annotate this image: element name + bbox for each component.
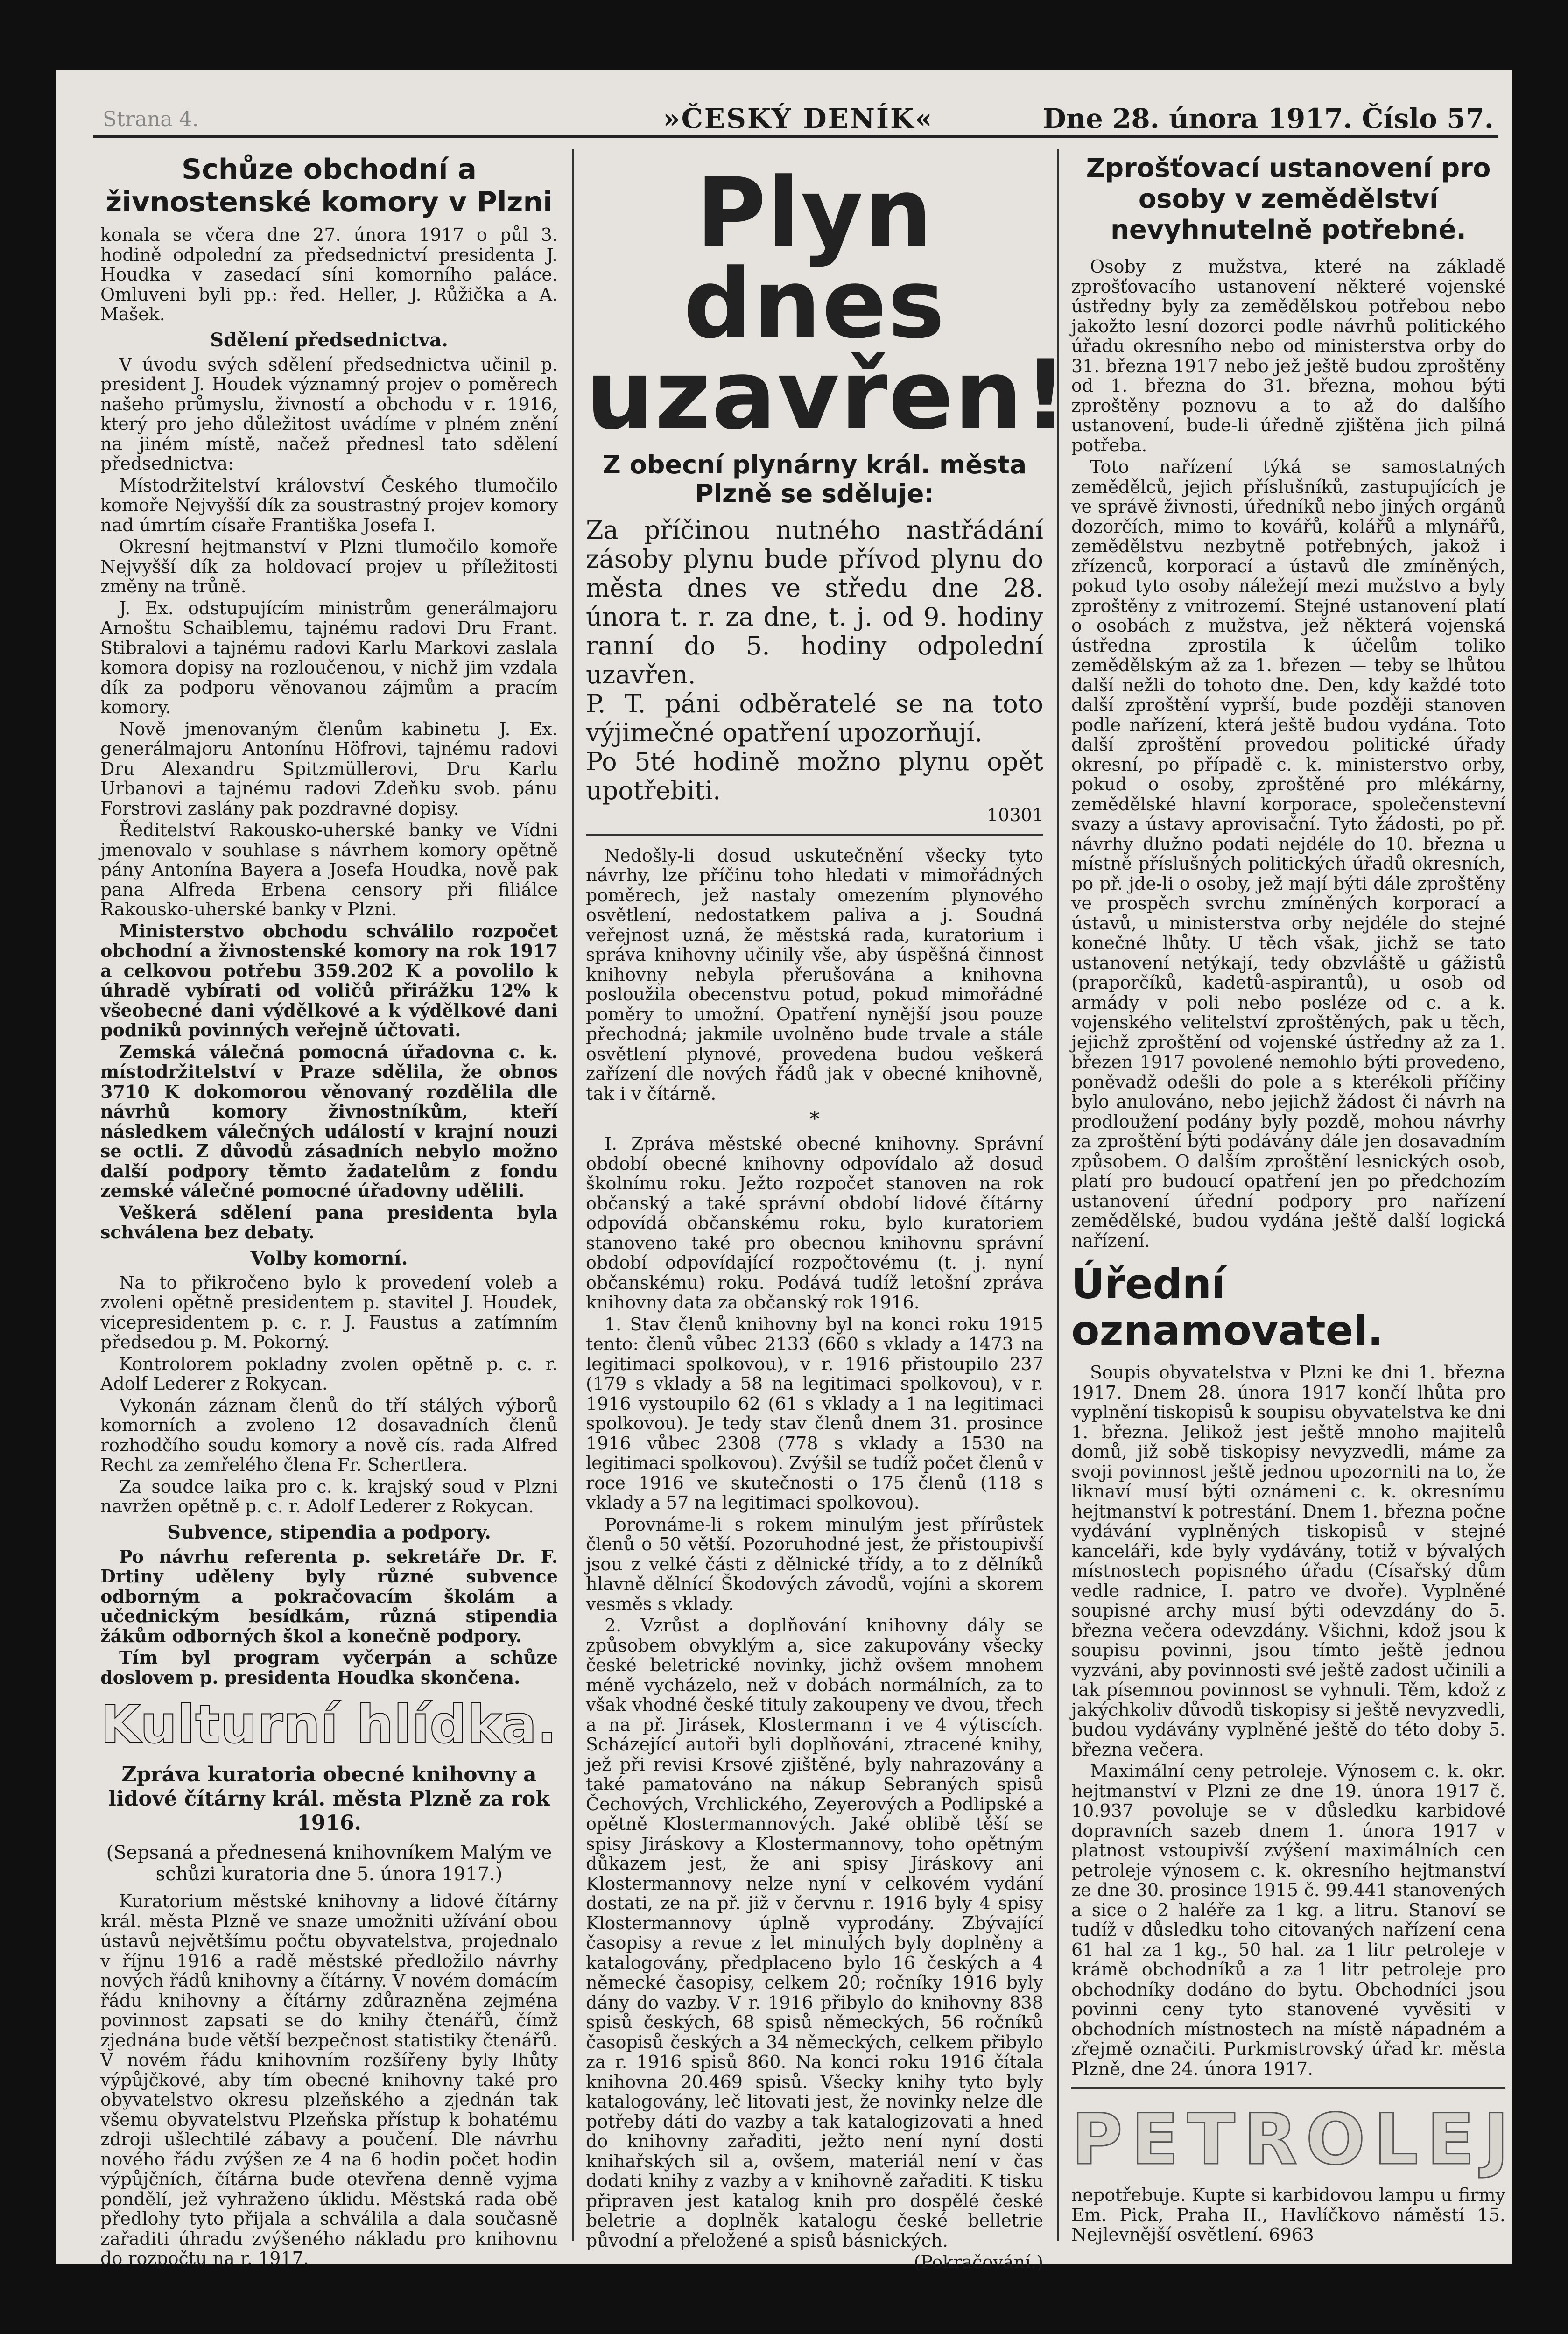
article-title-komora: Schůze obchodní a živnostenské komory v Plzni (105, 153, 553, 218)
paragraph: Tím byl program vyčerpán a schůze doslovem p. presidenta Houdka skončena. (100, 1647, 558, 1688)
subheading: Volby komorní. (250, 1247, 408, 1269)
paragraph: Porovnáme-li s rokem minulým jest přírůstek členů o 50 větší. Pozoruhodné jest, že přistoupivší jsou z velké části z dělnické třídy, a to z dělníků hlavně dělnící Škodových závodů, vojíni a skorem vesměs s vklady. (586, 1514, 1043, 1614)
paragraph: Kuratorium městské knihovny a lidové čítárny král. města Plzně ve snaze umožniti užívání obou ústavů největšímu počtu obyvatelstva, projednalo v říjnu 1916 a radě městské předložilo návrhy nových řádů knihovny a čítárny. V novém domácím řádu knihovny a čítárny zdůrazněna zejména povinnost zapsati se do knihy čtenářů, čímž zjednána bude větší bezpečnost statistiky čtenářů. V novém řádu knihovním rozšířeny byly lhůty výpůjčkové, aby tím obecné knihovny také pro obyvatelstvo okresu plzeňského a zjednán tak všemu obyvatelstvu Plzeňska přístup k bohatému zdroji ušlechtilé zábavy a poučení. Dle návrhu nového řádu zvýšen ze 4 na 6 hodin počet hodin výpůjčních, čítárna bude otevřena denně vyjma pondělí, jež vyhraženo úklidu. Městská rada obě předlohy tyto přijala a schválila a dala současně zařaditi úhradu zvýšeného nákladu pro knihovnu do rozpočtu na r. 1917. (100, 1891, 558, 2269)
advert-title-petrolej: PETROLEJ (1071, 2099, 1518, 2180)
paragraph: V úvodu svých sdělení předsednictva učinil p. president J. Houdek významný projev o poměrech našeho průmyslu, živností a obchodu v r. 1916, který pro jeho důležitost uvádíme v plném znění na jiném místě, načež přednesl tato sdělení předsednictva: (100, 354, 558, 474)
column-right (1071, 149, 1518, 2245)
paragraph: Toto nařízení týká se samostatných zemědělců, jejich příslušníků, zastupujících je ve správě živnosti, úředníků nebo jiných orgánů dozorčích, mimo to kovářů, kolářů a mlynářů, zemědělstvu nezbytně potřebných, jakož i zřízenců, korporací a ústavů dle zmíněných, pokud tyto osoby náležejí mezi mužstvo a byly zproštěny z vnitrozemí. Stejné ustanovení platí o osobách z mužstva, jež některá vojenská ústředna zprostila k účelům toliko zemědělským až za 1. březen — teby se lhůtou další nežli do tohoto dne. Den, kdy každé toto další zproštění vyprší, bude později stanoven podle nařízení, která ještě budou vydána. Toto další zproštění provedou politické úřady okresní, po případě c. k. ministerstvo orby, pokud o osoby, zproštěné pro mlékárny, zemědělské hlavní korporace, společenstevní svazy a ústavy aprovisační. Tyto žádosti, po př. návrhy dlužno podati nejdéle do 10. března u místně příslušných politických úřadů okresních, po př. jde-li o osoby, jež mají býti dále zproštěny ve prospěch svrchu zmíněných korporací a ústavů, u ministerstva orby nejdéle do stejné konečné lhůty. U těch však, jichž se tato ustanovení netýkají, tedy obzvláště u gážistů (praporčíků, kadetů-aspirantů), u osob od armády v poli nebo posléze od c. a k. vojenského velitelství zproštěných, pak u těch, jejichž zproštění od vojenské ústředny až za 1. březen 1917 povolené nemohlo býti provedeno, poněvadž odešli do pole a s kterékoli příčiny bylo anulováno, nebo jejichž žádost či návrh na prodloužení podány byly pozdě, mohou návrhy za zproštění býti podávány dále jen dosavadním způsobem. O dalším zproštění lesnických osob, platí pro budoucí opatření jen po předchozím ustanovení úřední podpory pro nařízení zemědělské, budou vydána ještě další logická nařízení. (1071, 457, 1505, 1251)
section-title-kulturni: Kulturní hlídka. (100, 1694, 557, 1755)
paragraph: Maximální ceny petroleje. Výnosem c. k. okr. hejtmanství v Plzni ze dne 19. února 1917 č. 10.937 povoluje se v důsledku karbidové dopravních sazeb dnem 1. února 1917 v platnost vstoupivší zvýšení maximálních cen petroleje výnosem c. k. okresního hejtmanství ze dne 30. prosince 1915 č. 99.441 stanovených a sice o 2 haléře za 1 kg. a litru. Stanoví se tudíž v důsledku toho citovaných nařízení cena 61 hal za 1 kg., 50 hal. za 1 litr petroleje v krámě obchodníků a za 1 litr petroleje pro obchodníky dodáno do bytu. Obchodníci jsou povinni ceny tyto stanovené vyvěsiti v obchodních místnostech na místě nápadném a zřejmě označiti. Purkmistrovský úřad kr. města Plzně, dne 24. února 1917. (1071, 1761, 1505, 2079)
column-divider (572, 149, 574, 2241)
divider (586, 834, 1043, 836)
advert-body: Za příčinou nutného nastřádání zásoby plynu bude přívod plynu do města dnes ve středu dne 28. února t. r. za dne, t. j. od 9. hodiny ranní do 5. hodiny odpolední uzavřen. (586, 515, 1043, 689)
advert-body: P. T. páni odběratelé se na toto výjimečné opatření upozorňují. (586, 689, 1043, 747)
subheading: Sdělení předsednictva. (210, 329, 448, 351)
paragraph: Ministerstvo obchodu schválilo rozpočet obchodní a živnostenské komory na rok 1917 a celkovou potřebu 359.202 K a povolilo k úhradě vybírati od voličů přirážku 12% k všeobecné dani výdělkové a k výdělkové dani podniků povinných veřejně účtovati. (100, 920, 558, 1040)
newspaper-name: »ČESKÝ DENÍK« (663, 103, 934, 134)
paragraph: Kontrolorem pokladny zvolen opětně p. c. r. Adolf Lederer z Rokycan. (100, 1353, 558, 1394)
section-title-uredni: Úřední oznamovatel. (1071, 1260, 1383, 1355)
header-rule (93, 135, 1498, 138)
advert-body: Po 5té hodině možno plynu opět upotřebiti. (586, 747, 1043, 805)
issue-date: Dne 28. února 1917. Číslo 57. (1042, 103, 1494, 134)
paragraph: J. Ex. odstupujícím ministrům generálmajoru Arnoštu Schaiblemu, tajnému radovi Dru Frant. Stibralovi a tajnému radovi Karlu Markovi zaslala komora dopisy na rozloučenou, v nichž jim vzdala dík za podporu věnovanou zájmům a pracím komory. (100, 598, 558, 717)
advert-subtitle: Z obecní plynárny král. města Plzně se sděluje: (602, 450, 1027, 508)
paragraph: Nově jmenovaným členům kabinetu J. Ex. generálmajoru Antonínu Höfrovi, tajnému radovi Dru Alexandru Spitzmüllerovi, Dru Karlu Urbanovi a tajnému radovi Zdeňku svob. pánu Forstrovi zaslány pak pozdravné dopisy. (100, 718, 558, 819)
advert-body: nepotřebuje. Kupte si karbidovou lampu u firmy Em. Pick, Praha II., Havlíčkovo náměstí 15. Nejlevnější osvětlení. 6963 (1071, 2185, 1505, 2245)
paragraph: Osoby z mužstva, které na základě zprošťovacího ustanovení některé vojenské ústředny byly za zemědělskou potřebou nebo jakožto lesní dozorci podle návrhů politického úřadu okresního nebo od ministerstva orby do 31. března 1917 nebo jež ještě budou zproštěny od 1. března do 31. března, mohou býti zproštěny poznovu a to až do dalšího ustanovení, bude-li úředně zjištěna jich pilná potřeba. (1071, 256, 1505, 456)
paragraph: I. Zpráva městské obecné knihovny. Správní období obecné knihovny odpovídalo až dosud školnímu roku. Ježto rozpočet stanoven na rok občanský a také správní období lidové čítárny odpovídá občanskému roku, bylo kuratoriem stanoveno také pro obecnou knihovnu správní období odpovídající rozpočtovému (t. j. nyní občanskému) roku. Podává tudíž letošní zpráva knihovny data za občanský rok 1916. (586, 1133, 1043, 1313)
newspaper-page (56, 70, 1518, 2272)
paragraph: Soupis obyvatelstva v Plzni ke dni 1. března 1917. Dnem 28. února 1917 končí lhůta pro vyplnění tiskopisů k soupisu obyvatelstva ke dni 1. března. Jelikož jest ještě mnoho majitelů domů, již sobě tiskopisy nevyzvedli, máme za svoji povinnost ještě jednou upozorniti na to, že liknaví musí býti oznámeni c. k. okresnímu hejtmanství k potrestání. Dnem 1. března počne vydávání vyplněných tiskopisů v stejné kanceláři, kde byly vydávány, totiž v bývalých místnostech popisného úřadu (Císařský dům vedle radnice, I. patro ve dvoře). Vyplněné soupisné archy musí býti odevzdány do 5. března večera odevzdány. Všichni, kdož jsou k soupisu povinni, jsou tímto ještě jednou vyzváni, aby povinnosti své ještě zadost učinili a tak písemnou povinnost se vyhnuli. Těm, kdož z jakýchkoliv důvodů tiskopisy si ještě nevyzvedli, budou vydávány vyplněné ještě do této doby 5. března večera. (1071, 1362, 1505, 1760)
paragraph: Zemská válečná pomocná úřadovna c. k. místodržitelství v Praze sdělila, že obnos 3710 K dokomorou věnovaný rozdělila dle návrhů komory živnostníkům, kteří následkem válečných událostí v krajní nouzi se octli. Z důvodů zásadních nebylo možno další podpory těmto žadatelům z fondu zemské válečné pomocné úřadovny udělili. (100, 1041, 558, 1201)
separator-star: * (809, 1107, 820, 1130)
continued-note: (Pokračování.) (914, 2252, 1043, 2272)
article-note: (Sepsaná a přednesená knihovníkem Malým ve schůzi kuratoria dne 5. února 1917.) (106, 1842, 552, 1885)
article-title-zprostovaci: Zprošťovací ustanovení pro osoby v zemědělství nevyhnutelně potřebné. (1086, 153, 1491, 245)
paragraph: 1. Stav členů knihovny byl na konci roku 1915 tento: členů vůbec 2133 (660 s vklady a 1473 na legitimaci spolkovou), v r. 1916 přistoupilo 237 (179 s vklady a 58 na legitimaci spolkovou), v r. 1916 vystoupilo 62 (61 s vklady a 1 na legitimaci spolkovou). Je tedy stav členů dnem 31. prosince 1916 vůbec 2308 (778 s vklady a 1530 na legitimaci spolkovou). Zvýšil se tudíž počet členů v roce 1916 ve skutečnosti o 175 členů (118 s vklady a 57 na legitimaci spolkovou). (586, 1314, 1043, 1513)
paragraph: Vykonán záznam členů do tří stálých výborů komorních a zvoleno 12 dosavadních členů rozhodčího soudu komory a nově cís. rada Alfred Recht za zemřelého člena Fr. Schertlera. (100, 1395, 558, 1475)
paragraph: Veškerá sdělení pana presidenta byla schválena bez debaty. (100, 1202, 558, 1243)
page-number: Strana 4. (103, 107, 199, 131)
column-left (100, 149, 558, 2269)
paragraph: Za soudce laika pro c. k. krajský soud v Plzni navržen opětně p. c. r. Adolf Lederer z Rokycan. (100, 1476, 558, 1517)
paragraph: Po návrhu referenta p. sekretáře Dr. F. Drtiny uděleny byly různé subvence odborným a pokračovacím školám a učednickým besídkám, různá stipendia žákům odborných škol a konečně podpory. (100, 1546, 558, 1646)
subheading: Subvence, stipendia a podpory. (167, 1521, 491, 1543)
column-divider (1057, 149, 1059, 2241)
paragraph: Ředitelství Rakousko-uherské banky ve Vídni jmenovalo v souhlase s návrhem komory opětně pány Antonína Bayera a Josefa Houdka, nově pak pana Alfreda Erbena censory při filiálce Rakousko-uherské banky v Plzni. (100, 820, 558, 920)
article-title-knihovna: Zpráva kuratoria obecné knihovny a lidové čítárny král. města Plzně za rok 1916. (108, 1763, 550, 1835)
advert-title-plyn: Plyn dnes uzavřen! (586, 158, 1068, 451)
paragraph: 2. Vzrůst a doplňování knihovny dály se způsobem obvyklým a, sice zakupovány všecky české beletrické novinky, jichž ovšem mnohem méně vycházelo, než v dobách normálních, za to však vhodné české tituly zakoupeny ve dvou, třech a na př. Jirásek, Klostermann i ve 4 výtiscích. Scházející autoři byli doplňováni, ztracené knihy, jež při revisi Krsové zjištěné, byly nahrazovány a také pamatováno na nákup Sebraných spisů Čechových, Vrchlického, Zeyerových a Podlipské a opětně Klostermannových. Jaké oblibě těší se spisy Jiráskovy a Klostermannovy, toho opětným důkazem jest, že ani spisy Jiráskovy ani Klostermannovy nelze nyní v celkovém vydání dostati, ze na př. již v červnu r. 1916 byly 4 spisy Klostermannovy úplně vyprodány. Zbývající časopisy a revue z let minulých byly doplněny a katalogovány, předplaceno bylo 16 českých a 4 německé časopisy, celkem 20; ročníky 1916 byly dány do vazby. V r. 1916 přibylo do knihovny 838 spisů českých, 68 spisů německých, 56 ročníků časopisů českých a 34 německých, celkem přibylo za r. 1916 spisů 860. Na konci roku 1916 čítala knihovna 20.469 spisů. Všecky knihy tyto byly katalogovány, leč litovati jest, že novinky nelze dle potřeby dáti do vazby a tak katalogizovati a hned do knihovny zařaditi, ježto není nyní dosti knihařských sil a, ovšem, materiál není v čas dodati knihy z vazby a v knihovně zařaditi. K tisku připraven jest katalog knih pro dospělé české beletrie a doplněk katalogu české belletrie původní a přeložené a spisů básnických. (586, 1615, 1043, 2251)
column-middle (586, 149, 1068, 2272)
paragraph: Místodržitelství království Českého tlumočilo komoře Nejvyšší dík za soustrastný projev komory nad úmrtím císaře Františka Josefa I. (100, 475, 558, 535)
paragraph: Na to přikročeno bylo k provedení voleb a zvoleni opětně presidentem p. stavitel J. Houdek, vicepresidentem p. c. r. J. Faustus a zatímním předsedou p. M. Pokorný. (100, 1272, 558, 1352)
paragraph: konala se včera dne 27. února 1917 o půl 3. hodině odpolední za předsednictví presidenta J. Houdka v zasedací síni komorního paláce. Omluveni byli pp.: řed. Heller, J. Růžička a A. Mašek. (100, 225, 558, 324)
paragraph: Nedošly-li dosud uskutečnění všecky tyto návrhy, lze příčinu toho hledati v mimořádných poměrech, jež nastaly omezením plynového osvětlení, nedostatkem paliva a j. Soudná veřejnost uzná, že městská rada, kuratorium i správa knihovny učinily vše, aby úspěšná činnost knihovny nebyla přerušována a knihovna posloužila obecenstvu potud, pokud mimořádné poměry to umožní. Opatření nynější jsou pouze přechodná; jakmile uvolněno bude trvale a stále osvětlení plynové, provedena budou veškerá zařízení dle nových řádů jak v obecné knihovně, tak i v čítárně. (586, 845, 1043, 1104)
paragraph: Okresní hejtmanství v Plzni tlumočilo komoře Nejvyšší dík za holdovací projev u příležitosti změny na trůně. (100, 536, 558, 597)
advert-code: 10301 (987, 805, 1043, 825)
divider (1071, 2087, 1505, 2089)
page-header (103, 98, 1494, 149)
